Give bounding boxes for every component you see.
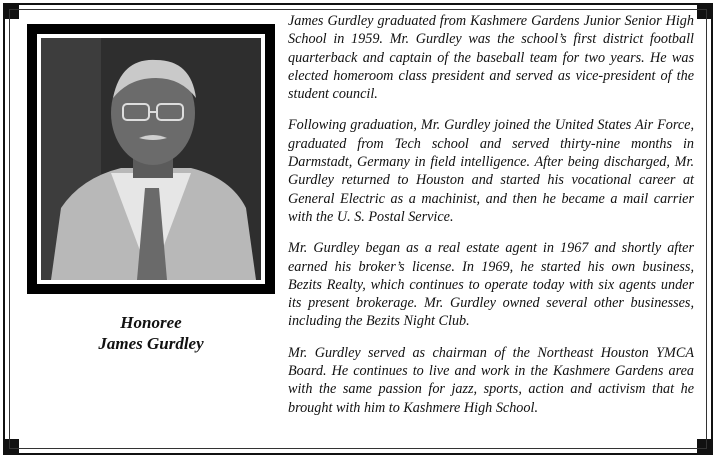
portrait-frame [27,24,275,294]
portrait-illustration [41,38,261,280]
caption-title: Honoree [120,313,182,332]
biography-text [288,12,694,430]
honoree-caption [27,312,275,354]
bio-paragraph: James Gurdley graduated from Kashmere Gardens Junior Senior High School in 1959. Mr. Gurdley was the school’s first district football quarterback and captain of the baseball team for two years. He was elected homeroom class president and served as vice-president of the student council. [288,13,694,103]
bio-paragraph: Mr. Gurdley began as a real estate agent in 1967 and shortly after earned his broker’s license. In 1969, he started his own business, Bezits Realty, which continues to operate today with six agents under its present brokerage. Mr. Gurdley owned several other businesses, including the Bezits Night Club. [288,240,694,330]
bio-paragraph: Mr. Gurdley served as chairman of the Northeast Houston YMCA Board. He continues to live and work in the Kashmere Gardens area with the same passion for jazz, sports, action and activism that he brought with him to Kashmere High School. [288,344,694,416]
portrait-mat [37,34,265,284]
bio-paragraph: Following graduation, Mr. Gurdley joined the United States Air Force, graduated from Tech school and served thirty-nine months in Darmstadt, Germany in field intelligence. After being discharged, Mr. Gurdley returned to Houston and started his vocational career at General Electric as a machinist, and then he became a mail carrier with the U. S. Postal Service. [288,117,694,225]
caption-name: James Gurdley [98,334,204,353]
portrait-photo [41,38,261,280]
